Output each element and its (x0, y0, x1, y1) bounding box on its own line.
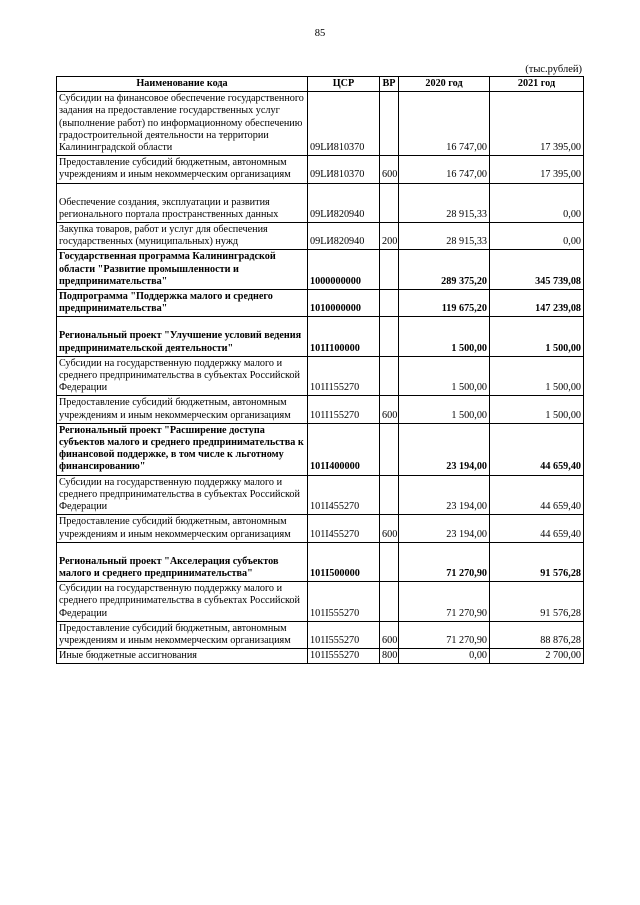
row-name-text: Закупка товаров, работ и услуг для обеспечения государственных (муниципальных) нужд (59, 224, 268, 248)
row-name (57, 515, 308, 542)
table-row (57, 542, 584, 581)
row-value-2021: 91 576,28 (490, 542, 584, 581)
table-row (57, 317, 584, 356)
table-row (57, 649, 584, 664)
row-name (57, 582, 308, 622)
row-name (57, 156, 308, 183)
row-value-2021: 0,00 (490, 223, 584, 250)
table-row (57, 250, 584, 290)
row-value-2021: 1 500,00 (490, 317, 584, 356)
row-value-2020: 119 675,20 (399, 290, 490, 317)
row-vr: 800 (380, 649, 399, 664)
row-vr (380, 356, 399, 396)
row-csr: 101I555270 (308, 649, 380, 664)
row-value-2020: 23 194,00 (399, 475, 490, 515)
units-label: (тыс.рублей) (525, 64, 582, 75)
row-value-2021: 17 395,00 (490, 92, 584, 156)
page-number: 85 (314, 28, 326, 39)
row-value-2020: 1 500,00 (399, 356, 490, 396)
row-value-2020: 28 915,33 (399, 183, 490, 222)
row-value-2021: 345 739,08 (490, 250, 584, 290)
row-csr: 09LИ820940 (308, 183, 380, 222)
row-value-2021: 44 659,40 (490, 515, 584, 542)
row-value-2020: 16 747,00 (399, 156, 490, 183)
row-vr (380, 183, 399, 222)
row-name-text: Обеспечение создания, эксплуатации и развития регионального портала пространственных данных (59, 196, 279, 220)
table-row (57, 515, 584, 542)
table-row (57, 92, 584, 156)
row-value-2020: 1 500,00 (399, 396, 490, 423)
row-vr (380, 317, 399, 356)
row-csr: 1000000000 (308, 250, 380, 290)
row-value-2021: 1 500,00 (490, 396, 584, 423)
table-row (57, 475, 584, 515)
row-name (57, 621, 308, 648)
row-name-text: Региональный проект "Расширение доступа субъектов малого и среднего предпринимательства к финансовой поддержке, в том числе к льготному финансированию" (59, 424, 304, 473)
table-body (57, 92, 584, 664)
table-row (57, 183, 584, 222)
row-vr: 600 (380, 621, 399, 648)
row-csr: 101I100000 (308, 317, 380, 356)
row-value-2020: 0,00 (399, 649, 490, 664)
row-name-text: Предоставление субсидий бюджетным, автономным учреждениям и иным некоммерческим организациям (59, 516, 291, 540)
row-vr (380, 423, 399, 475)
row-value-2021: 1 500,00 (490, 356, 584, 396)
header-vr: ВР (380, 77, 399, 92)
row-value-2021: 0,00 (490, 183, 584, 222)
row-value-2021: 147 239,08 (490, 290, 584, 317)
row-value-2021: 17 395,00 (490, 156, 584, 183)
row-name-text: Субсидии на финансовое обеспечение государственного задания на предоставление государственных услуг (выполнение работ) по информационному обеспечению градостроительной деятельности на территории Калининградской области (59, 93, 304, 154)
row-vr: 200 (380, 223, 399, 250)
row-name-text: Предоставление субсидий бюджетным, автономным учреждениям и иным некоммерческим организациям (59, 397, 291, 421)
row-name (57, 223, 308, 250)
row-value-2021: 88 876,28 (490, 621, 584, 648)
row-value-2021: 91 576,28 (490, 582, 584, 622)
row-name (57, 423, 308, 475)
header-name: Наименование кода (57, 77, 308, 92)
row-name-text: Подпрограмма "Поддержка малого и среднего предпринимательства" (59, 291, 273, 315)
row-value-2020: 28 915,33 (399, 223, 490, 250)
row-name (57, 290, 308, 317)
row-value-2020: 23 194,00 (399, 423, 490, 475)
row-name-text: Субсидии на государственную поддержку малого и среднего предпринимательства в субъектах Российской Федерации (59, 476, 300, 513)
row-vr (380, 92, 399, 156)
row-csr: 101I400000 (308, 423, 380, 475)
row-value-2020: 71 270,90 (399, 621, 490, 648)
row-value-2021: 44 659,40 (490, 423, 584, 475)
row-csr: 101I500000 (308, 542, 380, 581)
row-csr: 09LИ810370 (308, 156, 380, 183)
row-name-text: Региональный проект "Улучшение условий ведения предпринимательской деятельности" (59, 330, 302, 354)
row-vr (380, 250, 399, 290)
row-name (57, 183, 308, 222)
table-header-row (57, 77, 584, 92)
table-row (57, 356, 584, 396)
table-row (57, 396, 584, 423)
row-csr: 101I455270 (308, 475, 380, 515)
header-2020: 2020 год (399, 77, 490, 92)
row-value-2020: 289 375,20 (399, 250, 490, 290)
row-vr: 600 (380, 515, 399, 542)
row-name-text: Предоставление субсидий бюджетным, автономным учреждениям и иным некоммерческим организациям (59, 157, 291, 181)
row-name (57, 92, 308, 156)
header-2021: 2021 год (490, 77, 584, 92)
row-csr: 101I155270 (308, 356, 380, 396)
row-vr (380, 582, 399, 622)
row-csr: 09LИ820940 (308, 223, 380, 250)
row-name (57, 356, 308, 396)
table-row (57, 621, 584, 648)
row-vr: 600 (380, 156, 399, 183)
row-name-text: Субсидии на государственную поддержку малого и среднего предпринимательства в субъектах Российской Федерации (59, 357, 300, 394)
row-name (57, 649, 308, 664)
row-name (57, 475, 308, 515)
row-value-2020: 16 747,00 (399, 92, 490, 156)
table-row (57, 423, 584, 475)
row-name-text: Иные бюджетные ассигнования (59, 650, 197, 662)
row-name-text: Предоставление субсидий бюджетным, автономным учреждениям и иным некоммерческим организациям (59, 622, 291, 646)
budget-table (56, 76, 584, 664)
row-value-2021: 44 659,40 (490, 475, 584, 515)
row-value-2020: 71 270,90 (399, 542, 490, 581)
table-row (57, 582, 584, 622)
table-row (57, 290, 584, 317)
row-value-2021: 2 700,00 (490, 649, 584, 664)
header-csr: ЦСР (308, 77, 380, 92)
row-csr: 101I555270 (308, 582, 380, 622)
row-name-text: Региональный проект "Акселерация субъектов малого и среднего предпринимательства" (59, 555, 279, 579)
row-vr (380, 290, 399, 317)
row-vr: 600 (380, 396, 399, 423)
row-name (57, 250, 308, 290)
row-vr (380, 542, 399, 581)
row-name (57, 317, 308, 356)
row-value-2020: 23 194,00 (399, 515, 490, 542)
row-value-2020: 1 500,00 (399, 317, 490, 356)
row-csr: 101I455270 (308, 515, 380, 542)
row-csr: 101I555270 (308, 621, 380, 648)
row-value-2020: 71 270,90 (399, 582, 490, 622)
row-csr: 1010000000 (308, 290, 380, 317)
row-name-text: Субсидии на государственную поддержку малого и среднего предпринимательства в субъектах Российской Федерации (59, 583, 300, 619)
row-name (57, 542, 308, 581)
row-csr: 101I155270 (308, 396, 380, 423)
row-vr (380, 475, 399, 515)
row-name-text: Государственная программа Калининградской области "Развитие промышленности и предпринимательства" (59, 251, 276, 287)
row-csr: 09LИ810370 (308, 92, 380, 156)
table-row (57, 223, 584, 250)
row-name (57, 396, 308, 423)
table-row (57, 156, 584, 183)
